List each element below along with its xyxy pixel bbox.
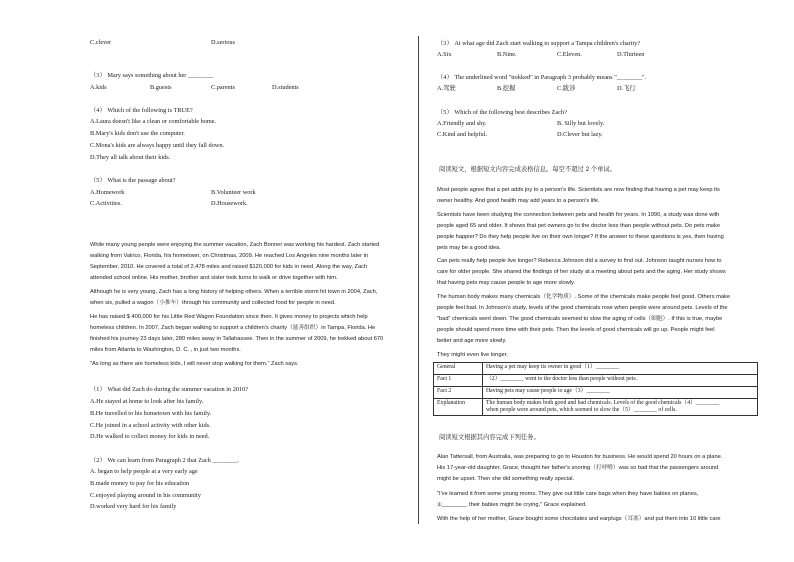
passage-paragraph [437,292,730,347]
passage-line: when six, pulled a wagon（小推车）through his community and collected food for people in need. [90,299,336,306]
option-b: B.made money to pay for his education [90,480,190,487]
option-a: A. began to help people at a very early age [90,468,198,475]
passage-line: "bad" chemicals went down. The good chemicals seemed to slow the aging of cells（细胞）. If this is true, maybe [437,315,723,322]
passage-line: people happier? Do they help people live on their own longer? If the answer to these questions is yes, then having [437,233,724,240]
passage-line: attended school online. His mother, brother and sister took turns to walk or drive together with him. [90,274,338,281]
option-b: B. Silly but lovely. [557,120,605,127]
passage-line: people should spend more time with their pets. Then the levels of good chemicals will go up. People might feel [437,326,715,333]
option-c: C.Mona's kids are always happy until they fall down. [90,142,225,149]
passage-paragraph [437,452,722,485]
option-c: C.跋涉 [557,85,576,92]
passage-paragraph [90,240,379,284]
passage-paragraph [90,312,383,356]
table-row [434,387,758,399]
option-b: B.挖掘 [497,85,516,92]
table-key: Fact 1 [434,375,483,387]
option-d: D.students [272,84,299,91]
table-key: Fact 2 [434,387,483,399]
passage-line: pets may be a good idea. [437,244,501,251]
passage-paragraph [437,350,508,361]
passage-line: homeless children. In 2007, Zach began walking to support a children's charity（慈善组织）in Tampa, Florida. He [90,324,376,331]
option-c: C.enjoyed playing around in his community [90,492,201,499]
passage-line: While many young people were enjoying the summer vacation, Zach Bonner was working his hardest. Zach started [90,242,380,248]
passage-line: The human body makes many chemicals（化学物质）. Some of the chemicals make people feel good. Others make [437,294,731,300]
passage-line: Most people agree that a pet adds joy to a person's life. Scientists are now finding that having a pet may keep its [437,187,720,193]
option-d: D.He walked to collect money for kids in need. [90,433,210,440]
question-stem: （5） Which of the following best describes Zach? [437,109,567,116]
table-value [483,399,758,416]
table-row [434,363,758,375]
option-c: C.clever [90,39,112,46]
table-value: （2）________ went to the doctor less than people without pets. [483,375,758,387]
option-a: A.驾驶 [437,85,456,92]
option-c: C.He joined in a school activity with other kids. [90,422,211,429]
option-a: A.kids [90,84,107,91]
question-stem: （3） At what age did Zach start walking to support a Tampa children's charity? [437,40,641,47]
table-key: Explanation [434,399,483,416]
passage-line: better and age more slowly. [437,337,507,344]
question-stem: （5） What is the passage about? [90,177,176,184]
option-d: D.Thirteen [617,51,645,58]
option-c: C.parents [211,84,235,91]
option-b: B.guests [150,84,172,91]
passage-line: care for older people. She shared the findings of her study at a meeting about pets and the aging. Her study shows [437,268,726,275]
table-key: General [434,363,483,375]
passage-line: finished his journey 23 days later, 280 miles away in Tallahassee. Then in the summer of 2009, he trekked about 670 [90,335,384,342]
passage-line: miles from Atlanta to Washington, D. C. , in just two months. [90,346,241,353]
question-stem: （1） What did Zach do during the summer vacation in 2010? [90,386,249,393]
passage-paragraph [437,489,698,511]
passage-line: Scientists have been studying the connection between pets and health for years. In 1990, a study was done with [437,212,720,218]
passage-paragraph [437,256,726,289]
option-b: B.Nine. [497,51,517,58]
question-stem: （4） The underlined word "trekked" in Paragraph 3 probably means "________". [437,74,647,81]
passage-line: people feel bad. In Johnson's study, levels of the good chemicals rose when people were around pets. Levels of the [437,304,728,311]
passage-line: With the help of her mother, Grace bought some chocolates and earplugs（耳塞）and put them into 10 little care [437,516,721,522]
passage-line: Alan Tattersall, from Australia, was preparing to go to Houston for business. He would spend 20 hours on a plane. [437,454,723,460]
passage-line: owner healthy. And good health may add years to a person's life. [437,197,600,204]
option-d: D.serious [211,39,235,46]
passage-line: He has raised $ 400,000 for his Little Red Wagon Foundation since then. It gives money to projects which help [90,314,368,320]
passage-line: Although he is very young, Zach has a long history of helping others. When a terrible storm hit town in 2004, Zach, [90,289,378,295]
option-a: A.Friendly and shy. [437,120,487,127]
passage-line: ①________ their babies might be crying," Grace explained. [437,501,587,508]
right-column [419,0,794,562]
option-a: A.Laura doesn't like a clean or comfortable home. [90,118,217,125]
question-stem: （4） Which of the following is TRUE? [90,107,193,114]
info-table [433,362,758,416]
table-row [434,375,758,387]
passage-line: walking from Valrico, Florida, his hometown, on Christmas, 2009. He reached Los Angeles nine months later in [90,252,369,259]
passage-line: "As long as there are homeless kids, I will never stop walking for them." Zach says. [90,361,299,367]
option-d: D.They all talk about their kids. [90,154,171,161]
passage-line: people aged 65 and older. It shows that pet owners go to the doctor less than people without pets. Do pets make [437,222,720,229]
option-c: C.Activities. [90,200,122,207]
passage-paragraph [90,287,377,309]
question-stem: （2） We can learn from Paragraph 2 that Zach ________. [90,457,240,464]
table-value-line: when people were around pets, which seemed to slow the（5）________ of cells. [486,407,677,413]
section-instruction: 阅读短文，根据短文内容完成表格信息。每空不超过 2 个单词。 [439,166,617,173]
section-instruction: 阅读短文根据其内容完成下列任务。 [439,434,540,441]
passage-paragraph [90,359,299,370]
option-d: D.飞行 [617,85,636,92]
option-b: B.Mary's kids don't use the computer. [90,130,185,137]
option-a: A.Homework [90,189,125,196]
passage-line: His 17-year-old daughter, Grace, thought her father's snoring（打呼噜）was so bad that the passengers around [437,464,719,471]
option-d: D.Clever but lazy. [557,131,603,138]
option-b: B.Volunteer work [211,189,256,196]
passage-line: "I've learned it from some young moms. They give out little care bags when they have babies on planes, [437,491,699,497]
option-a: A.Six [437,51,452,58]
table-value-line: The human body makes both good and bad chemicals. Levels of the good chemicals（4）________ [486,400,720,406]
option-d: D.worked very hard for his family [90,503,177,510]
option-c: C.Kind and helpful. [437,131,488,138]
passage-line: September, 2010. He covered a total of 2,478 miles and raised $120,000 for kids in need. Along the way, Zach [90,263,368,270]
passage-line: might be upset. Then she did something really special. [437,475,575,482]
option-b: B.He travelled to his hometown with his family. [90,410,212,417]
option-c: C.Eleven. [557,51,582,58]
passage-line: They might even live longer. [437,352,508,358]
passage-paragraph [437,185,720,207]
passage-paragraph [437,210,724,254]
table-row [434,399,758,416]
passage-line: Can pets really help people live longer? Rebecca Johnson did a survey to find out. Johnson taught nurses how to [437,258,722,264]
table-value: Having a pet may keep its owner in good（1）________ [483,363,758,375]
question-stem: （3） Mary says something about her ________ [90,72,214,79]
passage-line: that having pets may cause people to age more slowly. [437,279,576,286]
table-value: Having pets may cause people to age（3）________ [483,387,758,399]
option-d: D.Housework. [211,200,248,207]
passage-paragraph [437,514,721,525]
option-a: A.He stayed at home to look after his family. [90,398,204,405]
